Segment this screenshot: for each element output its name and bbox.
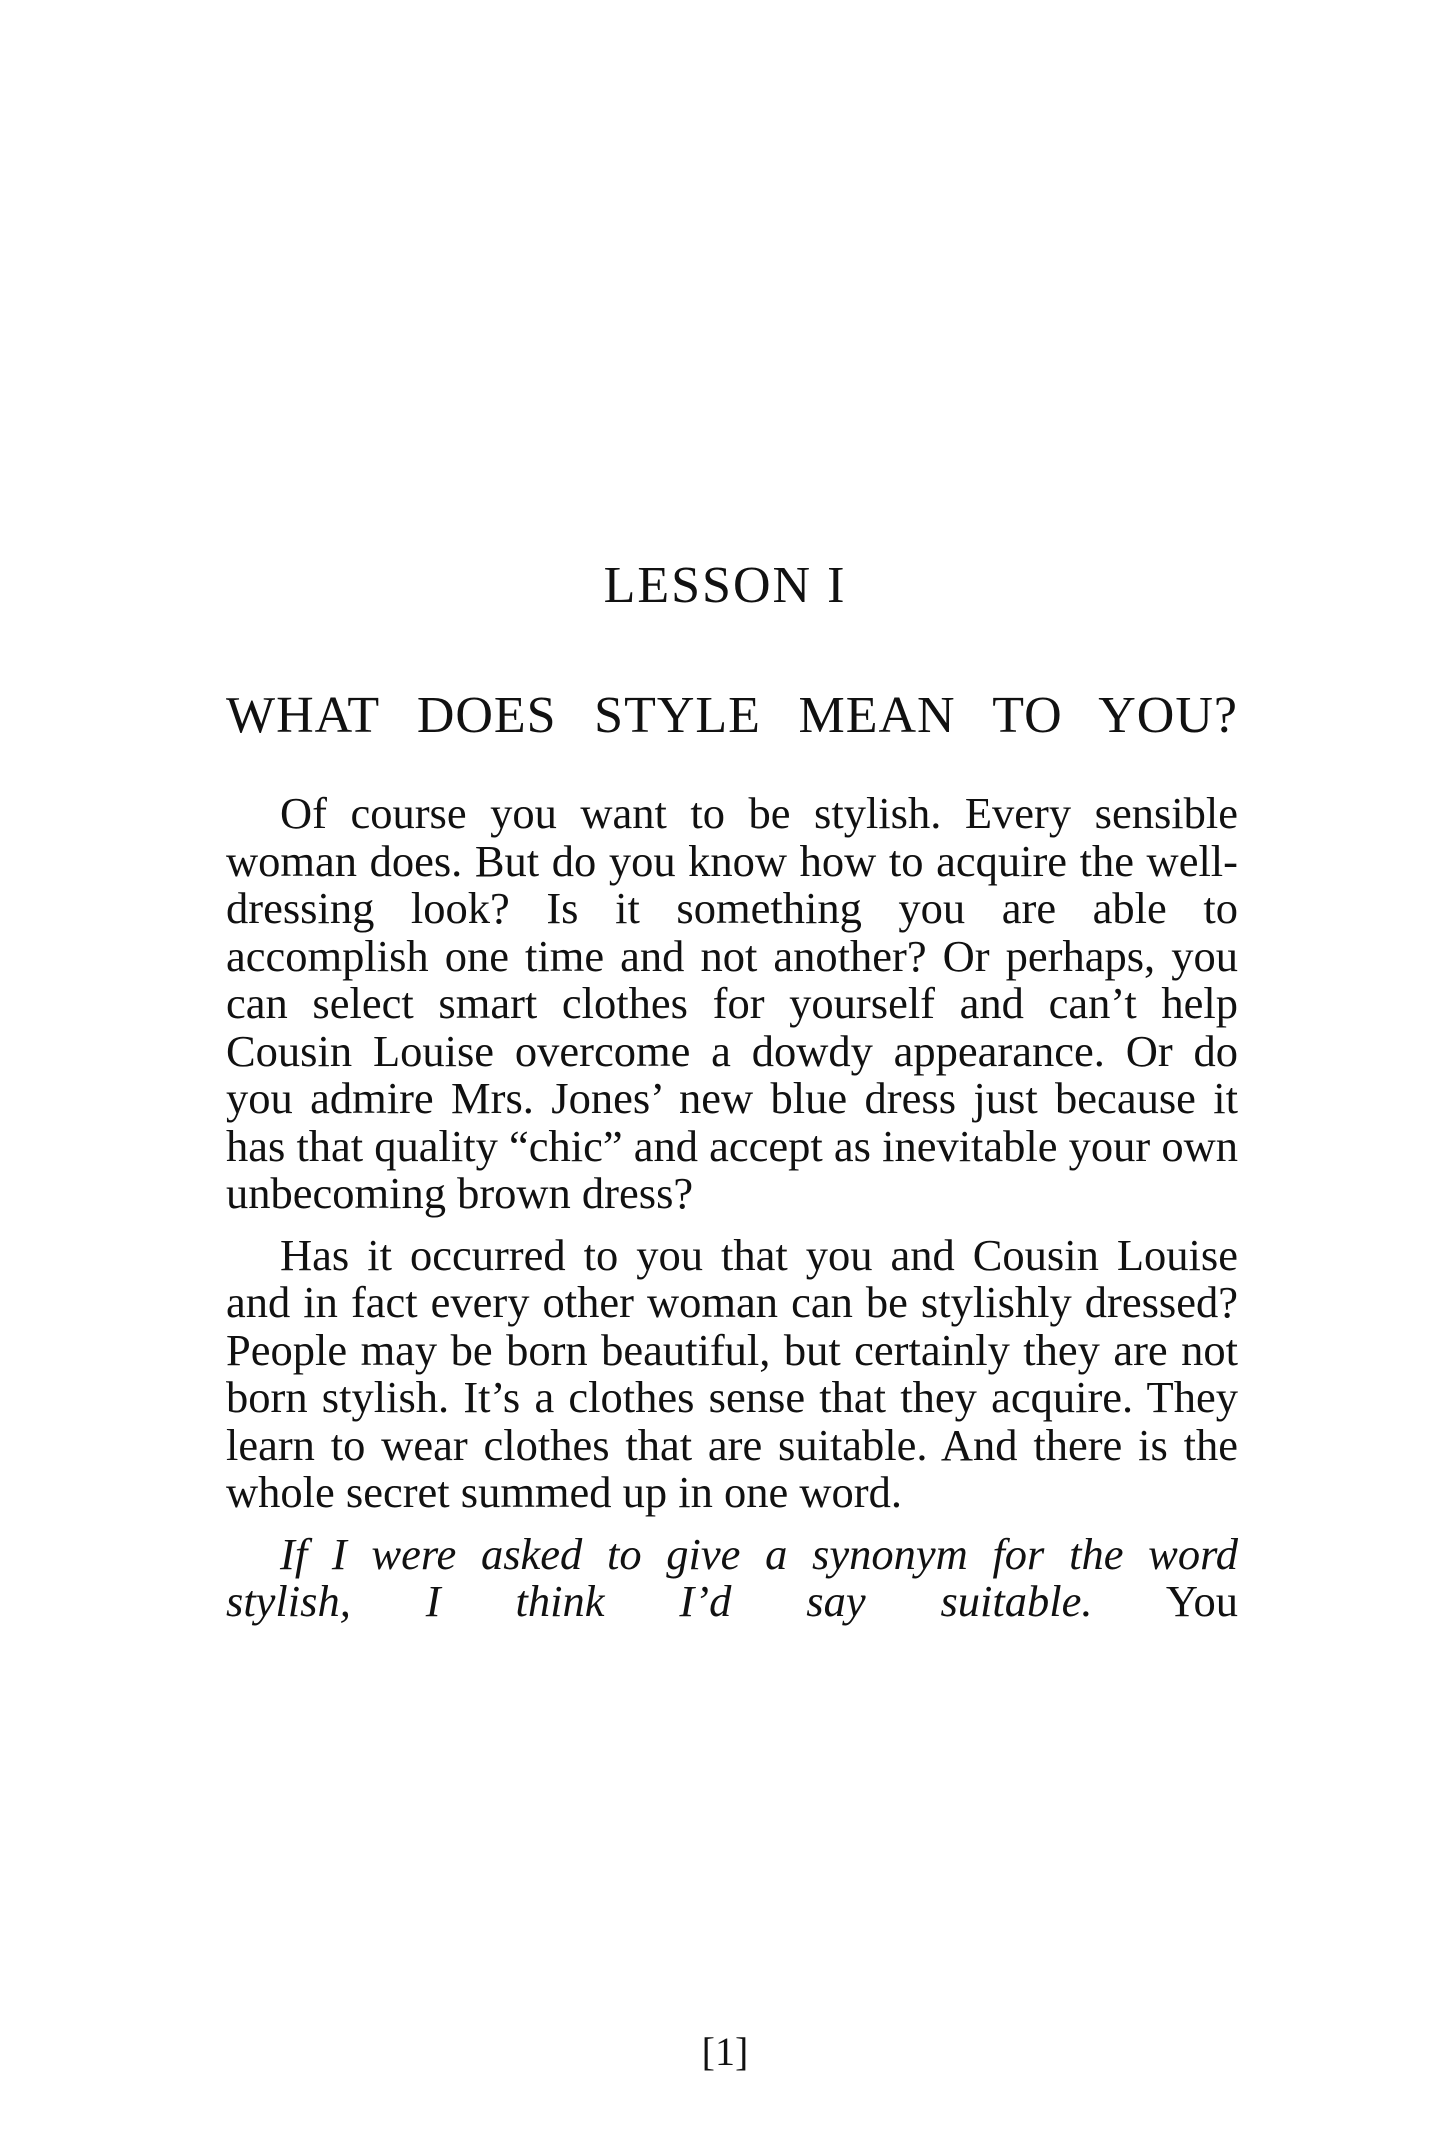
italic-paragraph [226,1528,1238,1626]
paragraph: Of course you want to be stylish. Every sensible woman does. But do you know how to acquire the well-dressing look? Is it something you are able to accomplish one time and not another? Or perhaps, you can select smart clothes for yourself and can’t help Cousin Louise overcome a dowdy appearance. Or do you admire Mrs. Jones’ new blue dress just because it has that quality “chic” and accept as inevitable your own unbecoming brown dress? [226,788,1238,1218]
paragraph: Has it occurred to you that you and Cousin Louise and in fact every other woman can be stylishly dressed? People may be born beautiful, but certainly they are not born stylish. It’s a clothes sense that they acquire. They learn to wear clothes that are suitable. And there is the whole secret summed up in one word. [226,1229,1238,1517]
body-text [226,790,1238,1626]
page-number: [1] [701,2029,749,2074]
lesson-label: LESSON I [603,557,847,614]
italic-text: If I were asked to give a synonym for the word stylish, I think I’d say suitable. [226,1528,1238,1626]
chapter-title: WHAT DOES STYLE MEAN TO YOU? [226,687,1238,744]
trailing-text: You [1165,1576,1238,1626]
